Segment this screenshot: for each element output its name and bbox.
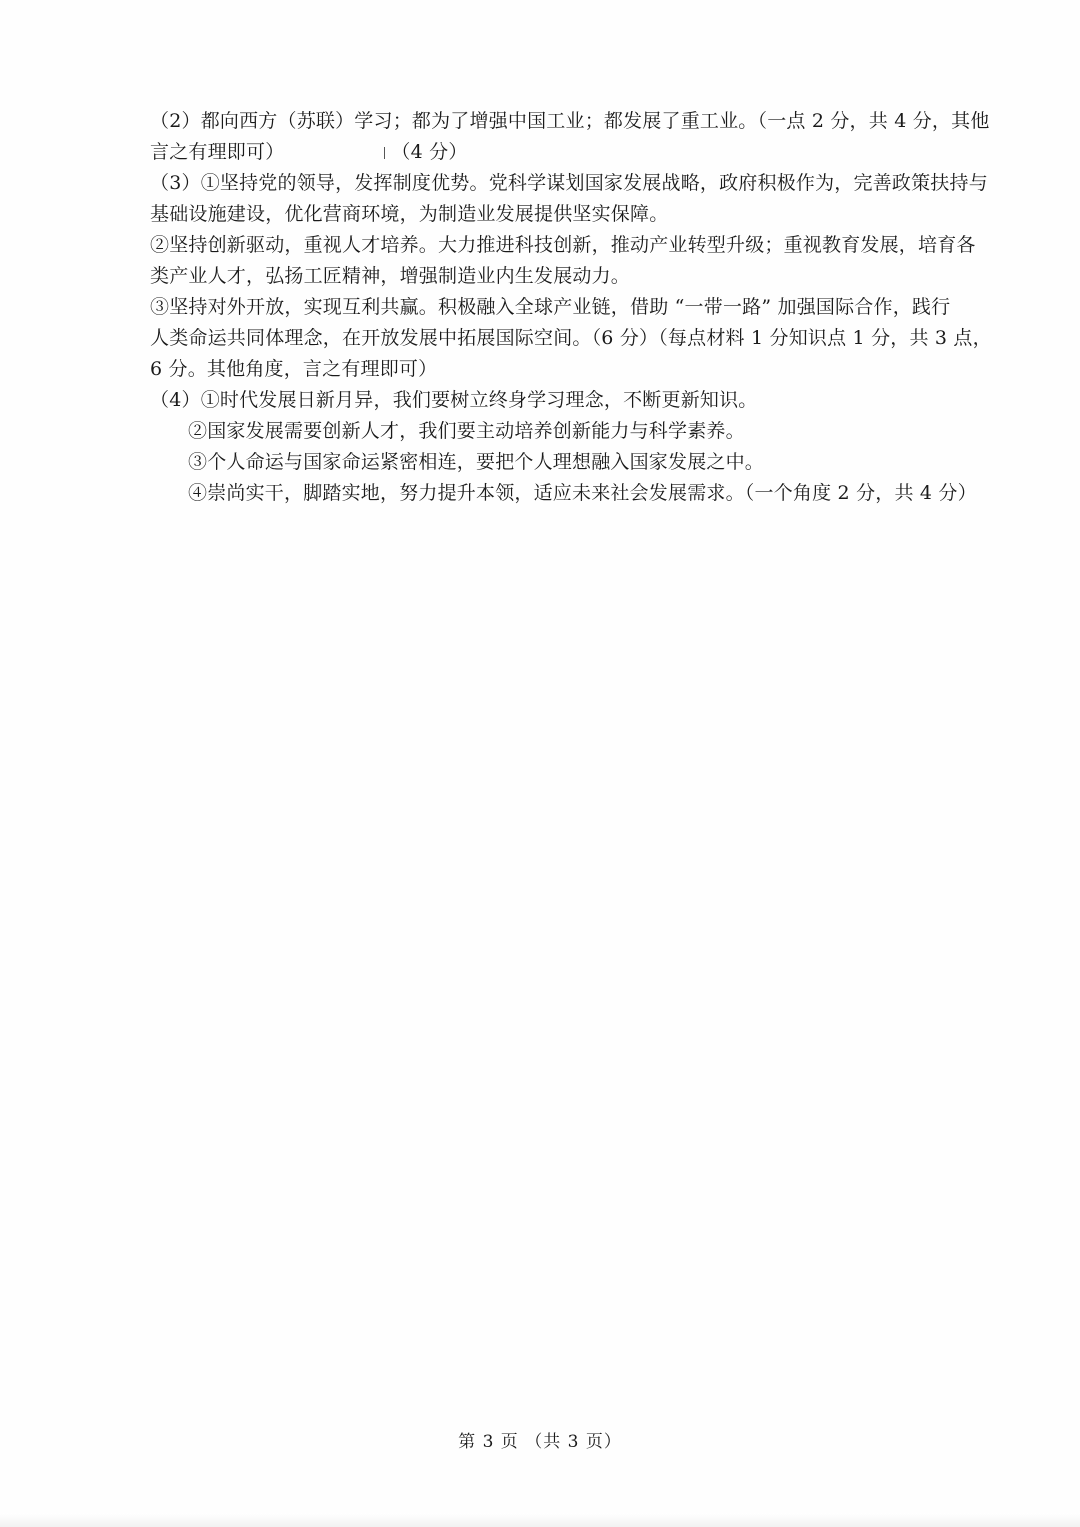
page-number-footer: 第 3 页 （共 3 页） [458, 1432, 622, 1452]
answer-q2-line-1: （2）都向西方（苏联）学习；都为了增强中国工业；都发展了重工业。（一点 2 分，共 4 分，其他 [150, 110, 990, 132]
answer-q4-line-1: （4）①时代发展日新月异，我们要树立终身学习理念，不断更新知识。 [150, 389, 758, 411]
answer-q4-line-3: ③个人命运与国家命运紧密相连，要把个人理想融入国家发展之中。 [188, 451, 765, 473]
answer-q2-line-2-text: 言之有理即可） [150, 141, 285, 163]
answer-q3-line-6: 人类命运共同体理念，在开放发展中拓展国际空间。（6 分）（每点材料 1 分知识点 1 分，共 3 点， [150, 327, 992, 349]
answer-q3-line-1: （3）①坚持党的领导，发挥制度优势。党科学谋划国家发展战略，政府积极作为，完善政策扶持与 [150, 172, 988, 194]
scan-bottom-edge [0, 1513, 1080, 1527]
answer-q3-line-5: ③坚持对外开放，实现互利共赢。积极融入全球产业链，借助 “一带一路” 加强国际合作，践行 [150, 296, 951, 318]
answer-q4-line-2: ②国家发展需要创新人才，我们要主动培养创新能力与科学素养。 [188, 420, 745, 442]
answer-q2-score: （4 分） [391, 141, 468, 163]
answer-q3-line-3: ②坚持创新驱动，重视人才培养。大力推进科技创新，推动产业转型升级；重视教育发展，培育各 [150, 234, 976, 256]
scan-mark [384, 147, 385, 159]
answer-content [150, 106, 992, 509]
answer-q3-line-4: 类产业人才，弘扬工匠精神，增强制造业内生发展动力。 [150, 265, 631, 287]
answer-q2-line-2 [150, 137, 980, 168]
answer-q3-line-7: 6 分。其他角度，言之有理即可） [150, 358, 438, 380]
answer-q4-line-4: ④崇尚实干，脚踏实地，努力提升本领，适应未来社会发展需求。（一个角度 2 分，共 4 分） [188, 482, 977, 504]
answer-q3-line-2: 基础设施建设，优化营商环境，为制造业发展提供坚实保障。 [150, 203, 669, 225]
